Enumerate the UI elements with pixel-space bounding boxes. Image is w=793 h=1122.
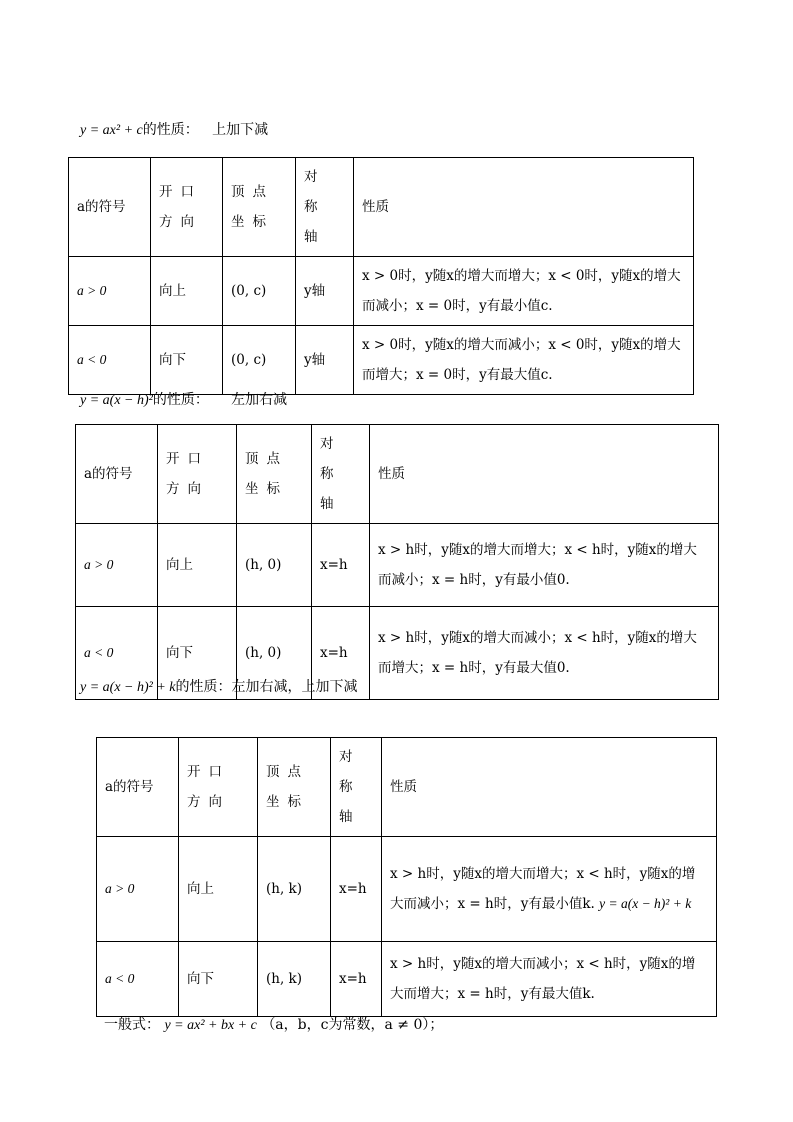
cell-vertex: (h, 0) — [237, 524, 312, 607]
cell-vertex: (0, c) — [223, 257, 296, 326]
cell-axis: x=h — [331, 837, 382, 942]
cell-vertex: (h, k) — [258, 942, 331, 1017]
header-sign: a的符号 — [97, 738, 179, 837]
table-row — [97, 942, 717, 1017]
header-direction: 开口方向 — [179, 738, 258, 837]
cell-property: x > h时，y随x的增大而增大；x < h时，y随x的增大而减小；x = h时，y有最小值0. — [370, 524, 719, 607]
section1-table — [68, 157, 694, 395]
section2-rule: 左加右减 — [231, 392, 288, 408]
section3-heading — [80, 676, 358, 696]
cell-direction: 向上 — [151, 257, 223, 326]
cell-sign: a > 0 — [97, 837, 179, 942]
cell-property: x > h时，y随x的增大而减小；x < h时，y随x的增大而增大；x = h时，y有最大值k. — [382, 942, 717, 1017]
cell-property: x > h时，y随x的增大而减小；x < h时，y随x的增大而增大；x = h时，y有最大值0. — [370, 607, 719, 700]
cell-direction: 向下 — [151, 326, 223, 395]
table-row — [69, 257, 694, 326]
cell-property — [382, 837, 717, 942]
general-form — [104, 1014, 443, 1034]
section2-formula: y = a(x − h)² — [80, 393, 153, 408]
section1-formula: y = ax² + c — [80, 123, 143, 138]
cell-property: x > 0时，y随x的增大而减小；x < 0时，y随x的增大而增大；x = 0时，y有最大值c. — [354, 326, 694, 395]
cell-vertex: (0, c) — [223, 326, 296, 395]
section3-table — [96, 737, 717, 1017]
cell-direction: 向上 — [179, 837, 258, 942]
cell-sign: a > 0 — [69, 257, 151, 326]
cell-direction: 向上 — [158, 524, 237, 607]
section2-heading — [80, 389, 287, 409]
cell-property: x > 0时，y随x的增大而增大；x < 0时，y随x的增大而减小；x = 0时，y有最小值c. — [354, 257, 694, 326]
cell-sign: a > 0 — [76, 524, 158, 607]
cell-property-formula: y = a(x − h)² + k — [599, 896, 692, 911]
table-header-row — [76, 425, 719, 524]
section1-title-suffix: 的性质： — [142, 122, 199, 138]
section2-title-suffix: 的性质： — [152, 392, 209, 408]
section1-rule: 上加下减 — [212, 122, 269, 138]
header-axis: 对称轴 — [312, 425, 370, 524]
header-axis: 对称轴 — [296, 158, 354, 257]
cell-axis: y轴 — [296, 257, 354, 326]
cell-sign: a < 0 — [76, 607, 158, 700]
general-formula: y = ax² + bx + c — [164, 1018, 257, 1033]
header-property: 性质 — [370, 425, 719, 524]
header-vertex: 顶点坐标 — [237, 425, 312, 524]
table-row — [69, 326, 694, 395]
general-label: 一般式： — [104, 1017, 160, 1033]
header-direction: 开口方向 — [151, 158, 223, 257]
cell-axis: x=h — [331, 942, 382, 1017]
table-row — [97, 837, 717, 942]
header-sign: a的符号 — [76, 425, 158, 524]
table-row — [76, 524, 719, 607]
cell-vertex: (h, k) — [258, 837, 331, 942]
header-direction: 开口方向 — [158, 425, 237, 524]
cell-axis: x=h — [312, 524, 370, 607]
table-header-row — [97, 738, 717, 837]
section1-heading — [80, 119, 268, 139]
header-property: 性质 — [382, 738, 717, 837]
header-property: 性质 — [354, 158, 694, 257]
cell-sign: a < 0 — [69, 326, 151, 395]
header-vertex: 顶点坐标 — [258, 738, 331, 837]
cell-direction: 向下 — [158, 607, 237, 700]
cell-axis: y轴 — [296, 326, 354, 395]
cell-axis: x=h — [312, 607, 370, 700]
section2-table — [75, 424, 719, 700]
header-vertex: 顶点坐标 — [223, 158, 296, 257]
section3-formula: y = a(x − h)² + k — [80, 680, 176, 695]
general-condition: （a，b，c为常数，a ≠ 0）； — [261, 1017, 444, 1033]
cell-direction: 向下 — [179, 942, 258, 1017]
header-sign: a的符号 — [69, 158, 151, 257]
table-header-row — [69, 158, 694, 257]
header-axis: 对称轴 — [331, 738, 382, 837]
cell-vertex: (h, 0) — [237, 607, 312, 700]
cell-property-text: x > h时，y随x的增大而增大；x < h时，y随x的增大而减小；x = h时，y有最小值k. — [390, 866, 696, 912]
section3-rule: 左加右减，上加下减 — [231, 679, 358, 695]
cell-sign: a < 0 — [97, 942, 179, 1017]
section3-title-suffix: 的性质： — [175, 679, 232, 695]
